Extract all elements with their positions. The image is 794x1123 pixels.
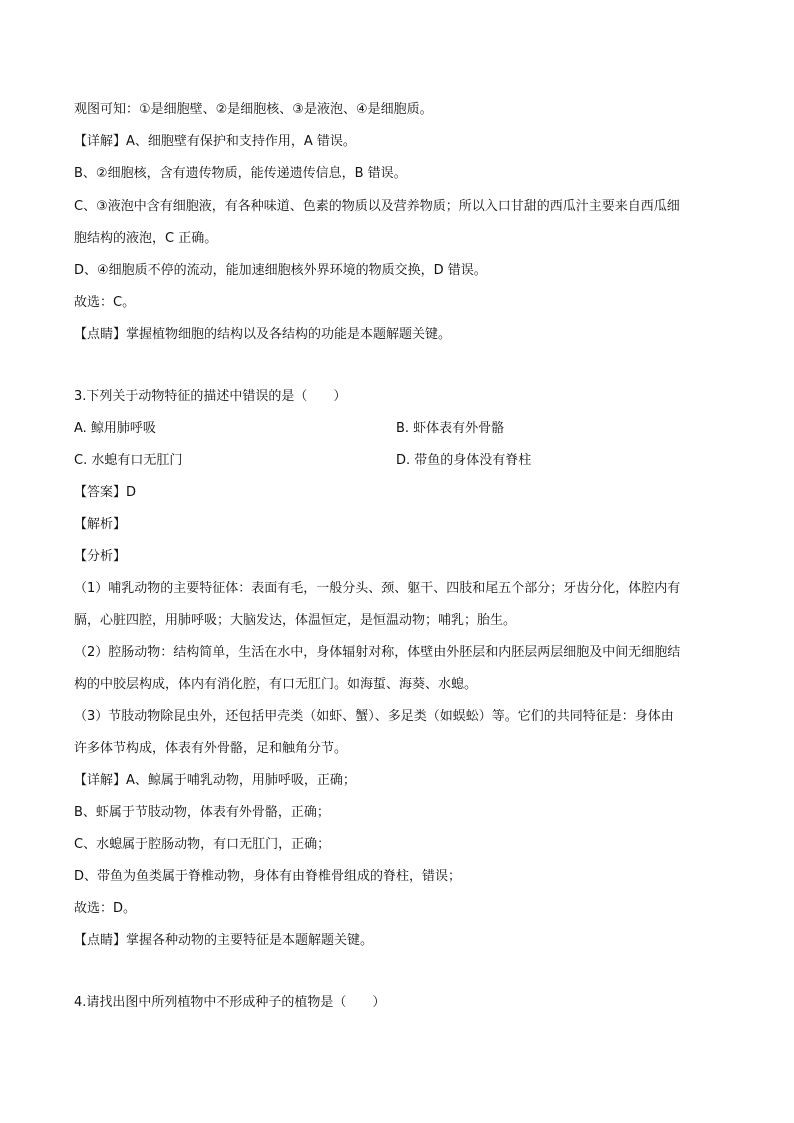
- analysis-paragraph: 构的中胶层构成，体内有消化腔，有口无肛门。如海蜇、海葵、水螅。: [74, 677, 478, 692]
- option-c: C. 水螅有口无肛门: [74, 453, 183, 468]
- detail-paragraph: B、②细胞核，含有遗传物质，能传递遗传信息，B 错误。: [74, 166, 407, 181]
- analysis-paragraph: 许多体节构成，体表有外骨骼，足和触角分节。: [74, 741, 348, 756]
- analysis-label: 【解析】: [74, 517, 127, 532]
- option-b: B. 虾体表有外骨骼: [396, 421, 505, 436]
- analysis-paragraph: 膈，心脏四腔，用肺呼吸；大脑发达，体温恒定，是恒温动物；哺乳；胎生。: [74, 613, 517, 628]
- detail-paragraph: 胞结构的液泡，C 正确。: [74, 231, 218, 246]
- analysis-paragraph: （2）腔肠动物：结构简单，生活在水中，身体辐射对称，体壁由外胚层和内胚层两层细胞及中间无细胞结: [74, 645, 681, 660]
- question-stem: 3.下列关于动物特征的描述中错误的是（ ）: [74, 389, 347, 404]
- tip-line: 【点睛】掌握各种动物的主要特征是本题解题关键。: [74, 933, 374, 948]
- answer-line: 故选：D。: [74, 901, 137, 916]
- answer-line: 故选：C。: [74, 295, 136, 310]
- fenxi-label: 【分析】: [74, 549, 127, 564]
- detail-paragraph: C、③液泡中含有细胞液，有各种味道、色素的物质以及营养物质；所以入口甘甜的西瓜汁主要来自西瓜细: [74, 199, 680, 214]
- analysis-paragraph: （3）节肢动物除昆虫外，还包括甲壳类（如虾、蟹）、多足类（如蜈蚣）等。它们的共同特征是：身体由: [74, 709, 674, 724]
- tip-line: 【点睛】掌握植物细胞的结构以及各结构的功能是本题解题关键。: [74, 327, 452, 342]
- option-d: D. 带鱼的身体没有脊柱: [396, 453, 532, 468]
- detail-paragraph: 【详解】A、鲸属于哺乳动物，用肺呼吸，正确；: [74, 773, 356, 788]
- answer-label: 【答案】D: [74, 485, 137, 500]
- detail-paragraph: B、虾属于节肢动物，体表有外骨骼，正确；: [74, 805, 330, 820]
- option-a: A. 鲸用肺呼吸: [74, 421, 156, 436]
- figure-caption: 观图可知：①是细胞壁、②是细胞核、③是液泡、④是细胞质。: [74, 102, 433, 117]
- detail-paragraph: C、水螅属于腔肠动物，有口无肛门，正确；: [74, 837, 331, 852]
- detail-paragraph: 【详解】A、细胞壁有保护和支持作用，A 错误。: [74, 134, 356, 149]
- detail-paragraph: D、④细胞质不停的流动，能加速细胞核外界环境的物质交换，D 错误。: [74, 263, 487, 278]
- detail-paragraph: D、带鱼为鱼类属于脊椎动物，身体有由脊椎骨组成的脊柱，错误；: [74, 869, 462, 884]
- question-stem: 4.请找出图中所列植物中不形成种子的植物是（ ）: [74, 995, 386, 1010]
- analysis-paragraph: （1）哺乳动物的主要特征体：表面有毛，一般分头、颈、躯干、四肢和尾五个部分；牙齿分化，体腔内有: [74, 581, 681, 596]
